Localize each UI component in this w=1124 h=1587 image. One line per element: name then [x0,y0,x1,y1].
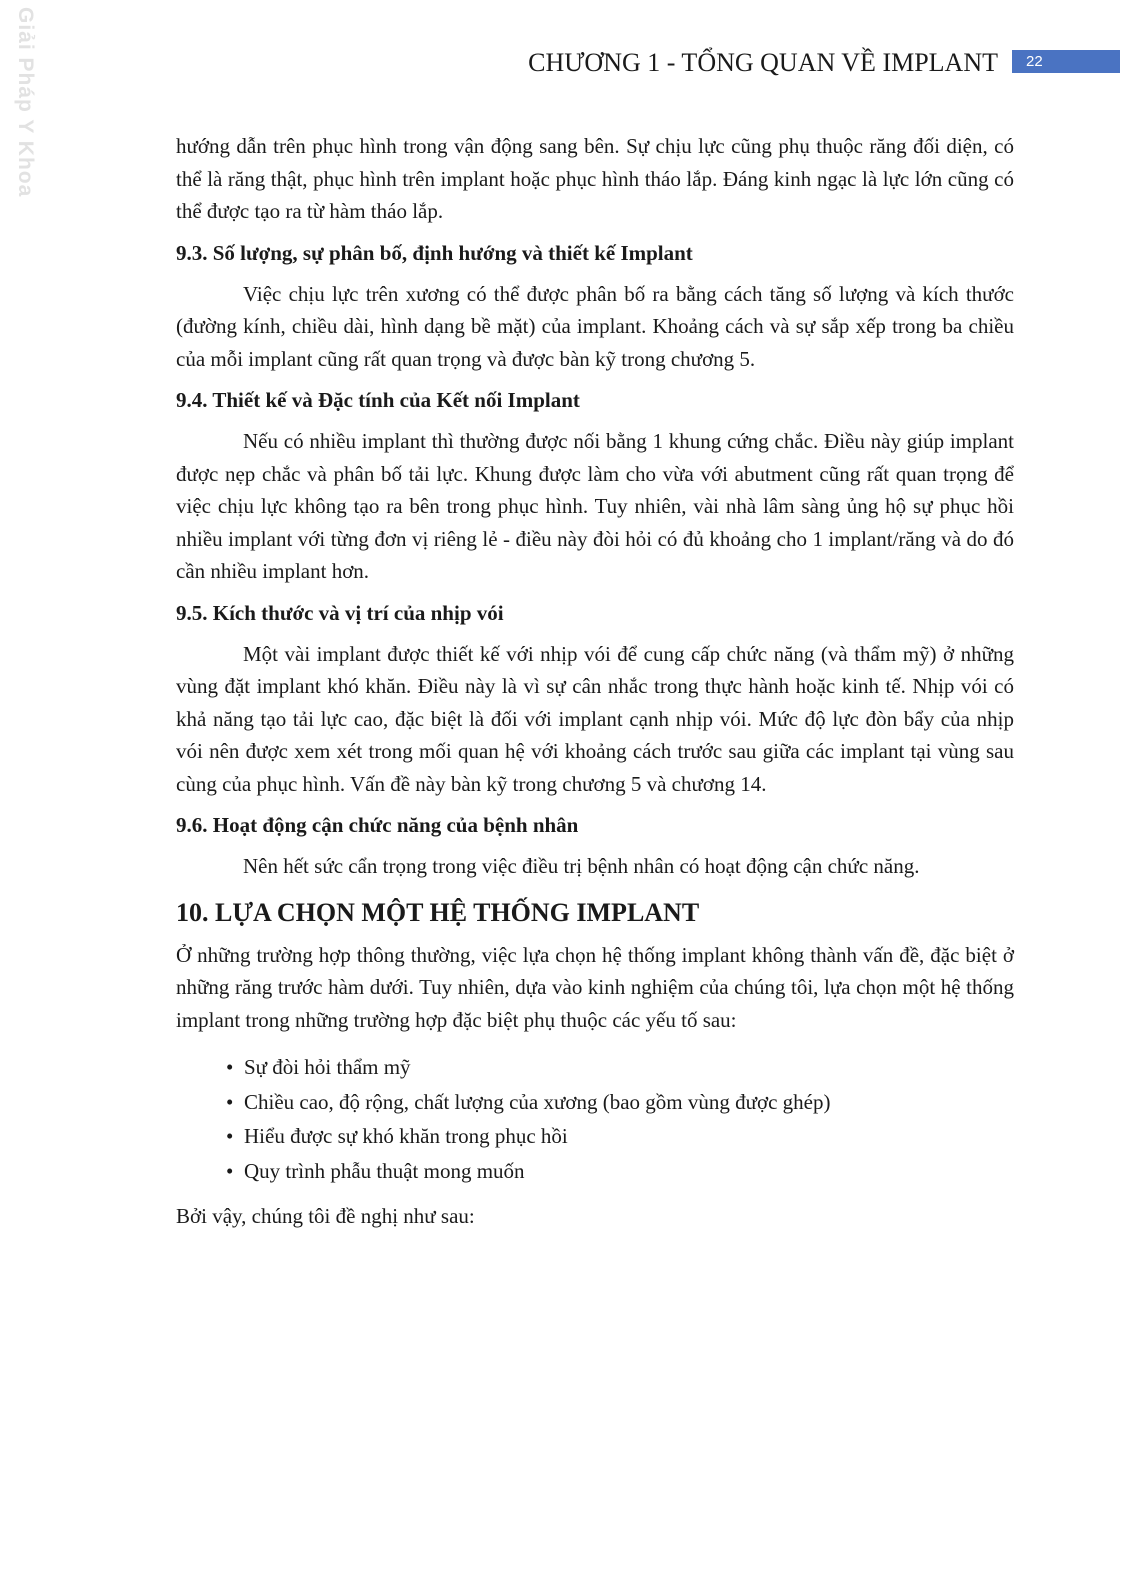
list-item-text: Sự đòi hỏi thẩm mỹ [244,1055,411,1079]
list-item [226,1154,1014,1189]
list-item [226,1085,1014,1120]
main-heading: 10. LỰA CHỌN MỘT HỆ THỐNG IMPLANT [176,897,700,927]
main-paragraph: Ở những trường hợp thông thường, việc lựa chọn hệ thống implant không thành vấn đề, đặc biệt ở những răng trước hàm dưới. Tuy nhiên, dựa vào kinh nghiệm của chúng tôi, lựa chọn một hệ thống implant trong những trường hợp đặc biệt phụ thuộc các yếu tố sau: [176,942,1014,1032]
page-content [176,130,1014,1233]
intro-paragraph: hướng dẫn trên phục hình trong vận động sang bên. Sự chịu lực cũng phụ thuộc răng đối diện, có thể là răng thật, phục hình trên implant hoặc phục hình tháo lắp. Đáng kinh ngạc là lực lớn cũng có thể được tạo ra từ hàm tháo lắp. [176,134,1014,223]
list-item-text: Chiều cao, độ rộng, chất lượng của xương (bao gồm vùng được ghép) [244,1089,831,1114]
bullet-icon: • [226,1158,234,1183]
list-item [226,1119,1014,1154]
page-header [0,48,1124,78]
section-heading-9-5: 9.5. Kích thước và vị trí của nhịp vói [176,600,504,625]
bullet-icon: • [226,1055,234,1079]
list-item-text: Hiểu được sự khó khăn trong phục hồi [244,1124,568,1148]
chapter-title: CHƯƠNG 1 - TỔNG QUAN VỀ IMPLANT [528,48,998,77]
page-number: 22 [1012,50,1120,73]
factor-list [176,1050,1014,1188]
section-heading-9-3: 9.3. Số lượng, sự phân bố, định hướng và thiết kế Implant [176,240,693,265]
section-body-9-6: Nên hết sức cẩn trọng trong việc điều trị bệnh nhân có hoạt động cận chức năng. [243,854,920,878]
list-item-text: Quy trình phẫu thuật mong muốn [244,1158,525,1183]
section-heading-9-6: 9.6. Hoạt động cận chức năng của bệnh nhân [176,813,579,837]
section-heading-9-4: 9.4. Thiết kế và Đặc tính của Kết nối Implant [176,388,580,412]
watermark: Giải Pháp Y Khoa [14,7,37,198]
bullet-icon: • [226,1089,234,1114]
closing-paragraph: Bởi vậy, chúng tôi đề nghị như sau: [176,1204,475,1228]
list-item [226,1050,1014,1085]
section-body-9-5: Một vài implant được thiết kế với nhịp vói để cung cấp chức năng (và thẩm mỹ) ở những vùng đặt implant khó khăn. Điều này là vì sự cân nhắc trong thực hành hoặc kinh tế. Nhịp vói có khả năng tạo tải lực cao, đặc biệt là đối với implant cạnh nhịp vói. Mức độ lực đòn bẩy của nhịp vói nên được xem xét trong mối quan hệ với khoảng cách trước sau giữa các implant tại vùng sau cùng của phục hình. Vấn đề này bàn kỹ trong chương 5 và chương 14. [176,641,1014,796]
bullet-icon: • [226,1124,234,1148]
section-body-9-3: Việc chịu lực trên xương có thể được phân bố ra bằng cách tăng số lượng và kích thước (đường kính, chiều dài, hình dạng bề mặt) của implant. Khoảng cách và sự sắp xếp trong ba chiều của mỗi implant cũng rất quan trọng và được bàn kỹ trong chương 5. [176,281,1014,371]
section-body-9-4: Nếu có nhiều implant thì thường được nối bằng 1 khung cứng chắc. Điều này giúp implant được nẹp chắc và phân bố tải lực. Khung được làm cho vừa với abutment cũng rất quan trọng để việc chịu lực không tạo ra bên trong phục hình. Tuy nhiên, vài nhà lâm sàng ủng hộ sự phục hồi nhiều implant với từng đơn vị riêng lẻ - điều này đòi hỏi có đủ khoảng cho 1 implant/răng và do đó cần nhiều implant hơn. [176,429,1014,583]
